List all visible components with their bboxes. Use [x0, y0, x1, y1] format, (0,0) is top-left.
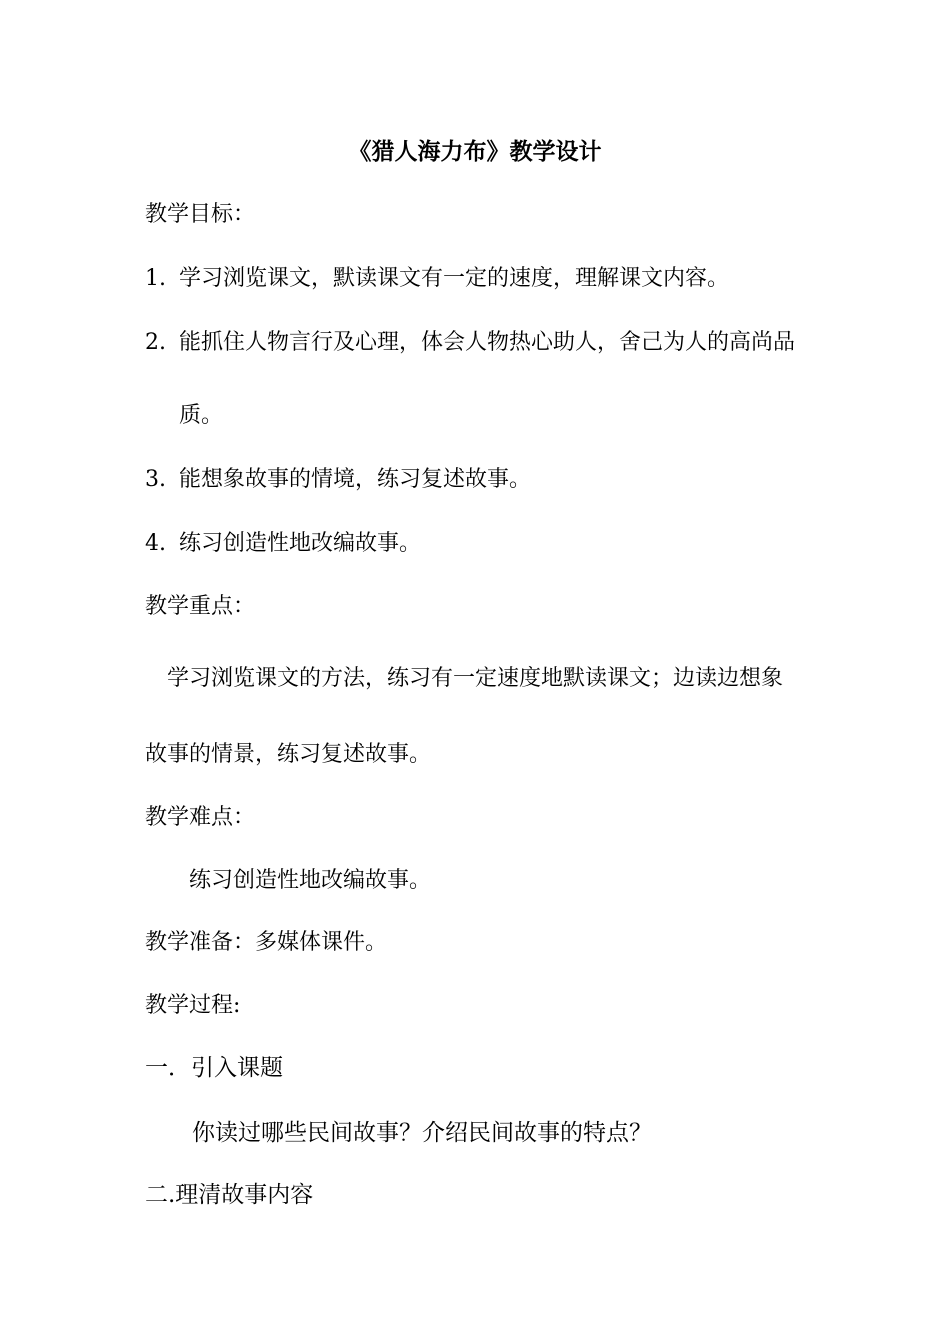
objective-number: 1.	[145, 266, 166, 291]
key-points-line-2: 故事的情景，练习复述故事。	[145, 742, 432, 767]
objective-item-3	[145, 465, 531, 495]
difficulties-heading: 教学难点：	[145, 805, 256, 830]
section-1-text: 你读过哪些民间故事？介绍民间故事的特点？	[192, 1120, 652, 1146]
objective-text: 能想象故事的情境，练习复述故事。	[179, 467, 532, 492]
objective-number: 3.	[145, 467, 166, 492]
preparation-text: 教学准备：多媒体课件。	[145, 930, 388, 955]
section-1-title: 一．引入课题	[145, 1055, 283, 1081]
key-points-heading: 教学重点：	[145, 594, 256, 619]
objective-text: 学习浏览课文，默读课文有一定的速度，理解课文内容。	[179, 266, 730, 291]
objective-number: 4.	[145, 531, 166, 556]
objective-text: 练习创造性地改编故事。	[179, 531, 422, 556]
objective-item-1	[145, 264, 729, 294]
objective-text: 能抓住人物言行及心理，体会人物热心助人，舍己为人的高尚品	[179, 330, 796, 355]
document-title: 《猎人海力布》教学设计	[348, 138, 602, 165]
objective-item-2	[145, 328, 795, 358]
objective-item-4	[145, 529, 421, 559]
objectives-heading: 教学目标：	[145, 202, 256, 227]
process-heading: 教学过程:	[145, 993, 241, 1018]
section-2-title: 二.理清故事内容	[145, 1182, 314, 1208]
difficulties-text: 练习创造性地改编故事。	[189, 868, 432, 893]
objective-number: 2.	[145, 330, 166, 355]
key-points-line-1: 学习浏览课文的方法，练习有一定速度地默读课文；边读边想象	[167, 666, 784, 691]
objective-item-2-continuation: 质。	[179, 403, 224, 428]
